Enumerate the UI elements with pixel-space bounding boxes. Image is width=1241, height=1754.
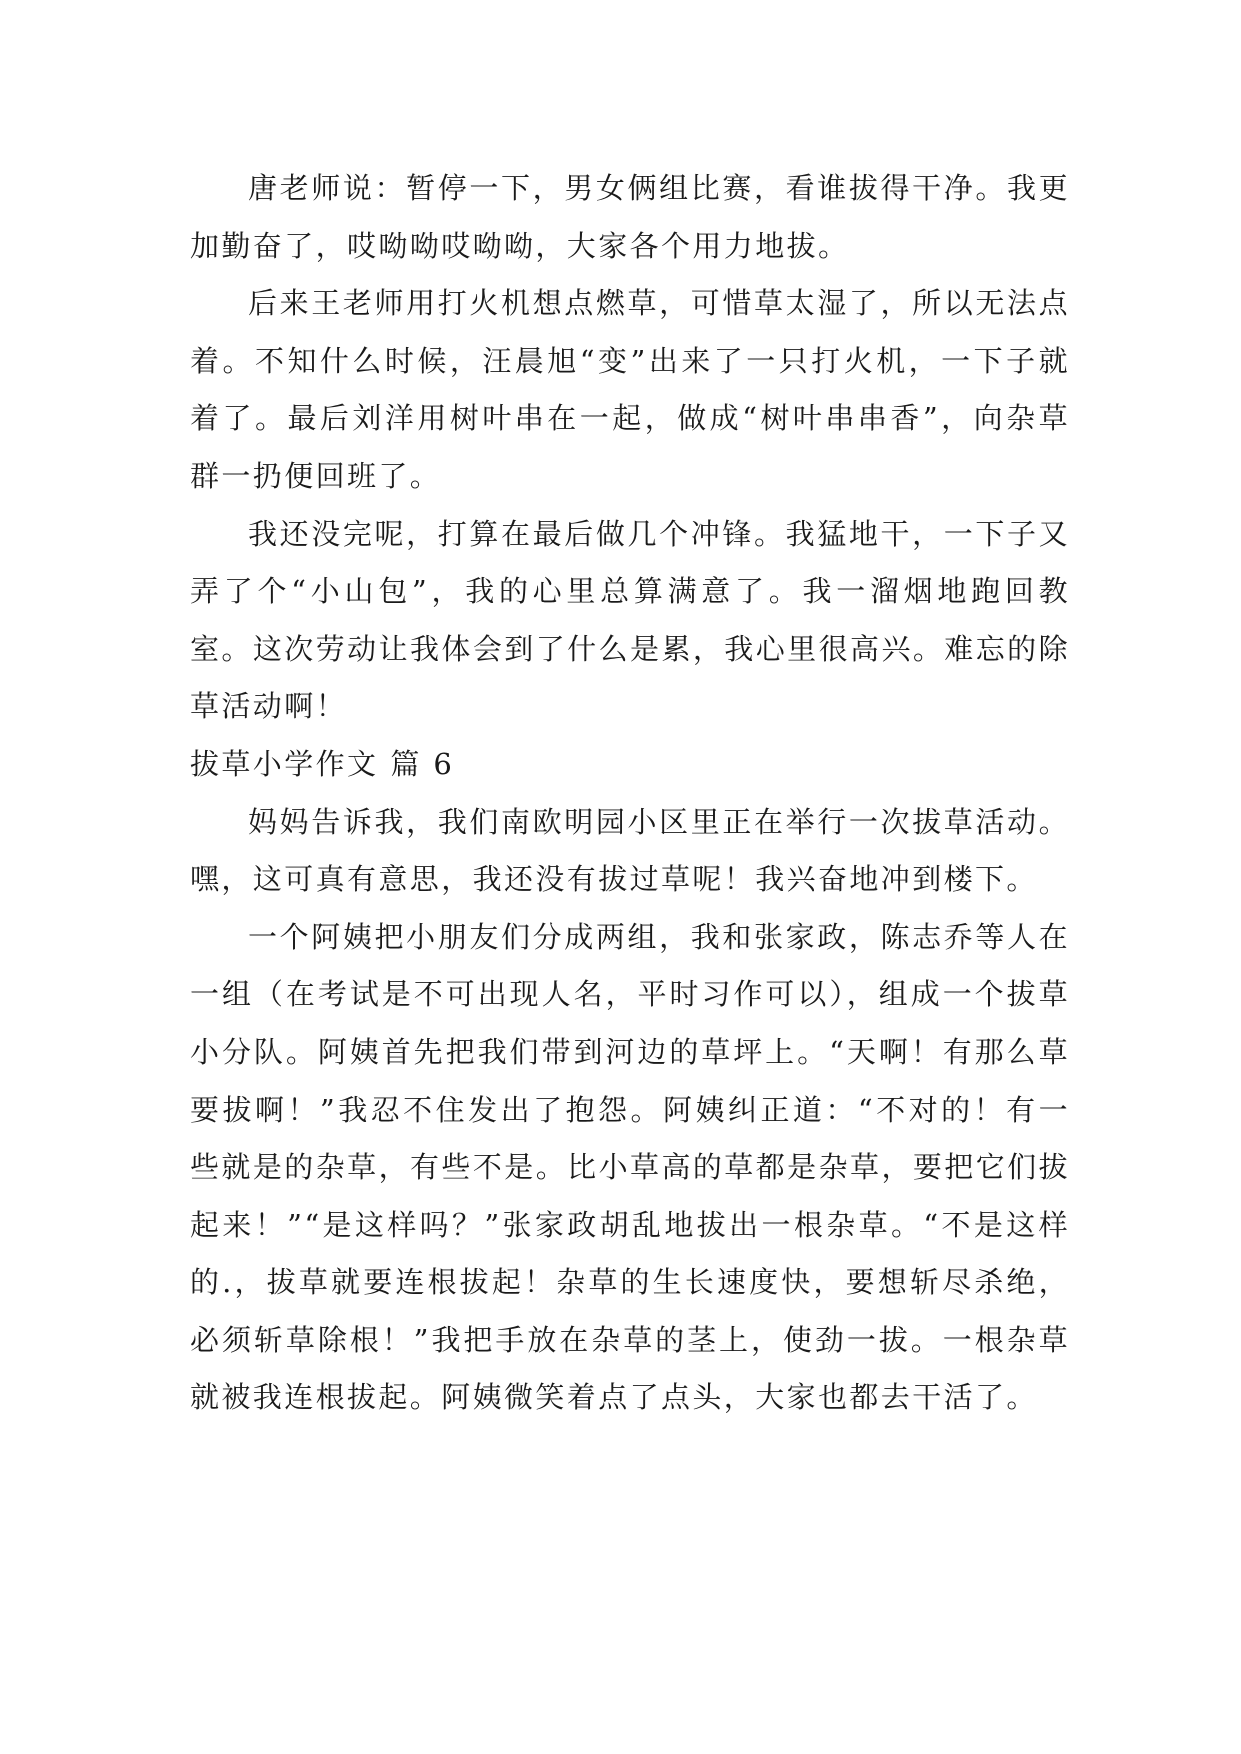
paragraph-3: 我还没完呢，打算在最后做几个冲锋。我猛地干，一下子又弄了个“小山包”，我的心里总算满意了。我一溜烟地跑回教室。这次劳动让我体会到了什么是累，我心里很高兴。难忘的除草活动啊！: [190, 516, 1070, 724]
section-heading-number: 篇 6: [390, 746, 455, 781]
section-heading-title: 拔草小学作文: [190, 746, 379, 781]
paragraph-4: 妈妈告诉我，我们南欧明园小区里正在举行一次拔草活动。嘿，这可真有意思，我还没有拔过草呢！我兴奋地冲到楼下。: [190, 804, 1070, 897]
paragraph-2: 后来王老师用打火机想点燃草，可惜草太湿了，所以无法点着。不知什么时候，汪晨旭“变”出来了一只打火机，一下子就着了。最后刘洋用树叶串在一起，做成“树叶串串香”，向杂草群一扔便回班了。: [190, 286, 1070, 493]
section-heading: [190, 736, 1070, 794]
paragraph-1: 唐老师说：暂停一下，男女俩组比赛，看谁拔得干净。我更加勤奋了，哎呦呦哎呦呦，大家各个用力地拔。: [190, 171, 1070, 263]
paragraph-5: 一个阿姨把小朋友们分成两组，我和张家政，陈志乔等人在一组（在考试是不可出现人名，平时习作可以），组成一个拔草小分队。阿姨首先把我们带到河边的草坪上。“天啊！有那么草要拔啊！”我忍不住发出了抱怨。阿姨纠正道：“不对的！有一些就是的杂草，有些不是。比小草高的草都是杂草，要把它们拔起来！”“是这样吗？”张家政胡乱地拔出一根杂草。“不是这样的.，拔草就要连根拔起！杂草的生长速度快，要想斩尽杀绝，必须斩草除根！”我把手放在杂草的茎上，使劲一拔。一根杂草就被我连根拔起。阿姨微笑着点了点头，大家也都去干活了。: [190, 919, 1070, 1415]
document-page: [190, 160, 1070, 1427]
